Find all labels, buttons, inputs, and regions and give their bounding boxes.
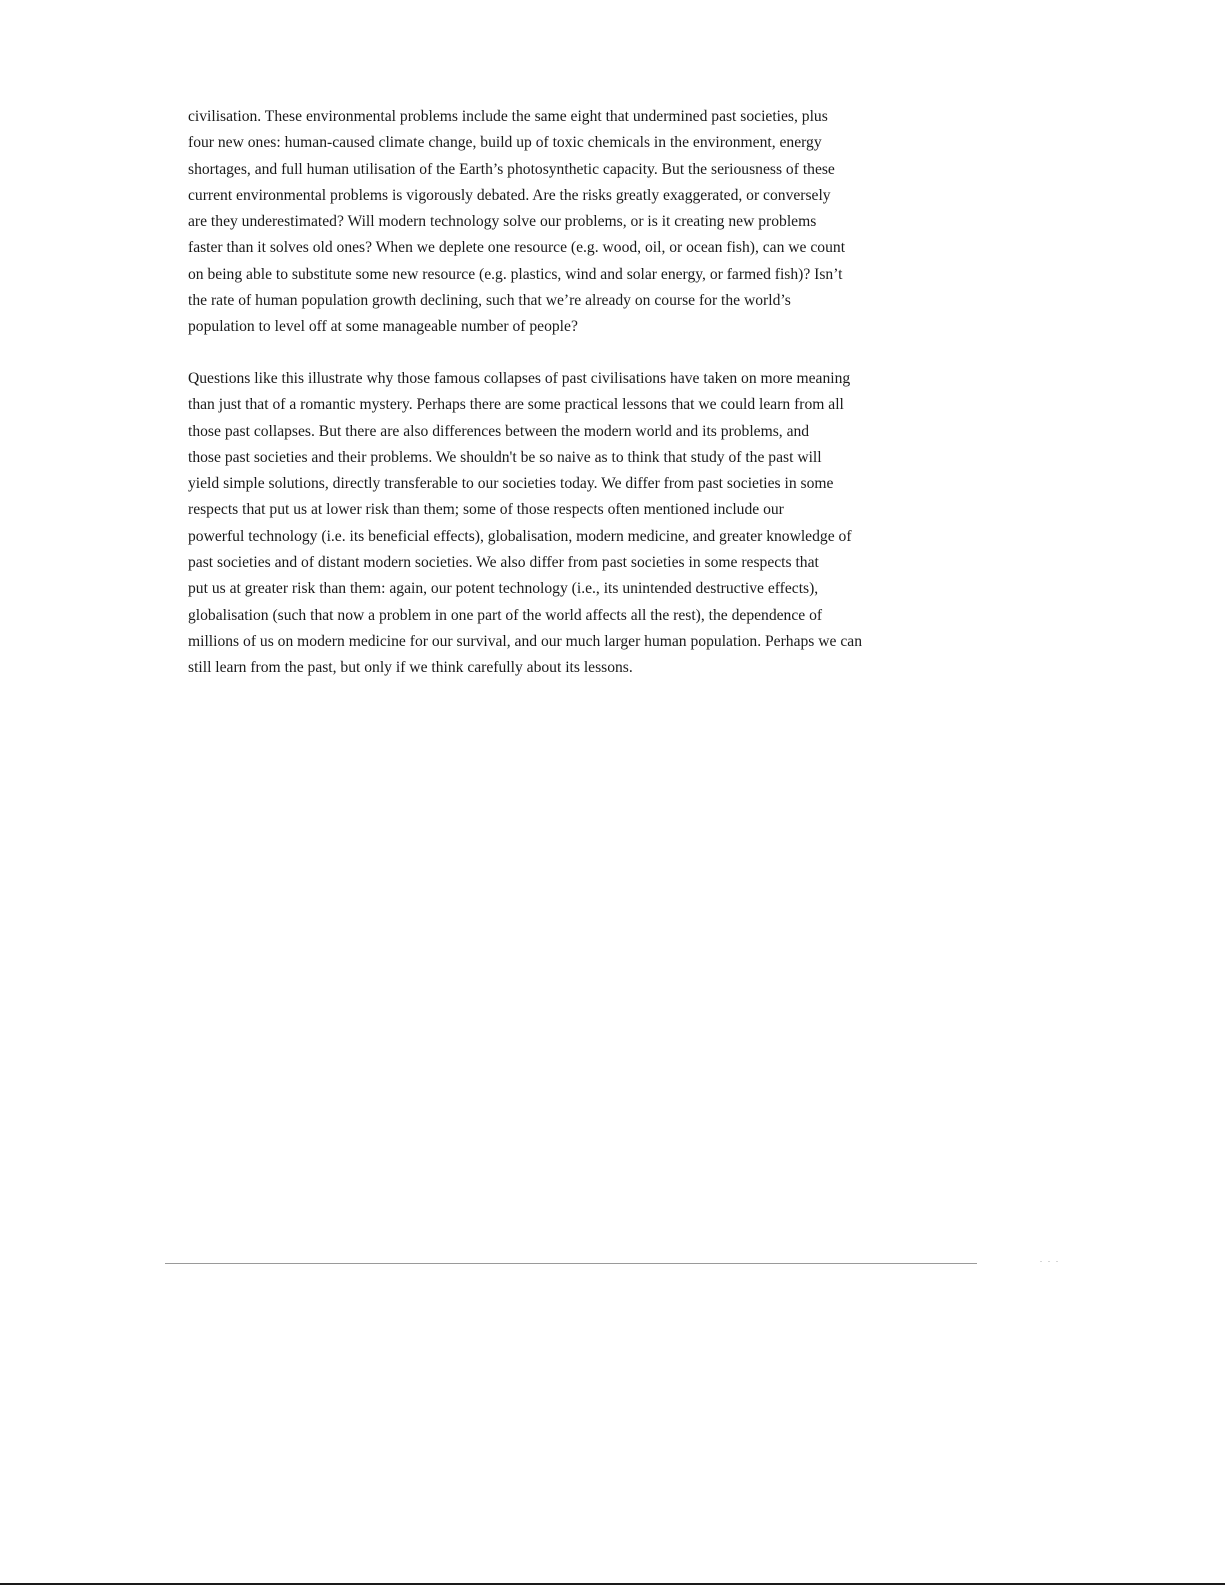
paragraph-line: than just that of a romantic mystery. Perhaps there are some practical lessons that we could learn from all (188, 396, 844, 414)
paragraph-line: respects that put us at lower risk than them; some of those respects often mentioned include our (188, 501, 784, 519)
paragraph-line: those past collapses. But there are also differences between the modern world and its problems, and (188, 422, 810, 440)
paragraph-line: those past societies and their problems. We shouldn't be so naive as to think that study of the past will (188, 448, 822, 466)
paragraph-line: globalisation (such that now a problem in one part of the world affects all the rest), the dependence of (188, 606, 823, 624)
paragraph-line: shortages, and full human utilisation of the Earth’s photosynthetic capacity. But the seriousness of these (188, 160, 835, 178)
paragraph-line: the rate of human population growth declining, such that we’re already on course for the world’s (188, 292, 791, 310)
paragraph-line: Questions like this illustrate why those famous collapses of past civilisations have taken on more meaning (188, 370, 851, 387)
paragraph-line: powerful technology (i.e. its beneficial effects), globalisation, modern medicine, and greater knowledge of (188, 527, 852, 545)
paragraph-line: current environmental problems is vigorously debated. Are the risks greatly exaggerated, or conversely (188, 186, 831, 204)
paragraph-line: are they underestimated? Will modern technology solve our problems, or is it creating new problems (188, 213, 817, 231)
paragraph-line: faster than it solves old ones? When we deplete one resource (e.g. wood, oil, or ocean fish), can we count (188, 239, 846, 257)
paragraph-1 (188, 104, 928, 341)
paragraph-line: past societies and of distant modern societies. We also differ from past societies in some respects that (188, 554, 819, 572)
paragraph-line: yield simple solutions, directly transferable to our societies today. We differ from past societies in some (188, 475, 834, 493)
paragraph-line: four new ones: human-caused climate change, build up of toxic chemicals in the environment, energy (188, 134, 822, 152)
footer-marks (1040, 1259, 1064, 1265)
footer-divider (165, 1263, 977, 1264)
paragraph-line: put us at greater risk than them: again, our potent technology (i.e., its unintended destructive effects), (188, 580, 819, 598)
paragraph-line: population to level off at some manageable number of people? (188, 318, 578, 336)
paragraph-line: civilisation. These environmental problems include the same eight that undermined past societies, plus (188, 108, 828, 125)
paragraph-line: still learn from the past, but only if we think carefully about its lessons. (188, 659, 633, 677)
paragraph-line: millions of us on modern medicine for our survival, and our much larger human population. Perhaps we can (188, 632, 862, 650)
paragraph-2 (188, 366, 928, 682)
paragraph-line: on being able to substitute some new resource (e.g. plastics, wind and solar energy, or farmed fish)? Isn’t (188, 265, 843, 283)
